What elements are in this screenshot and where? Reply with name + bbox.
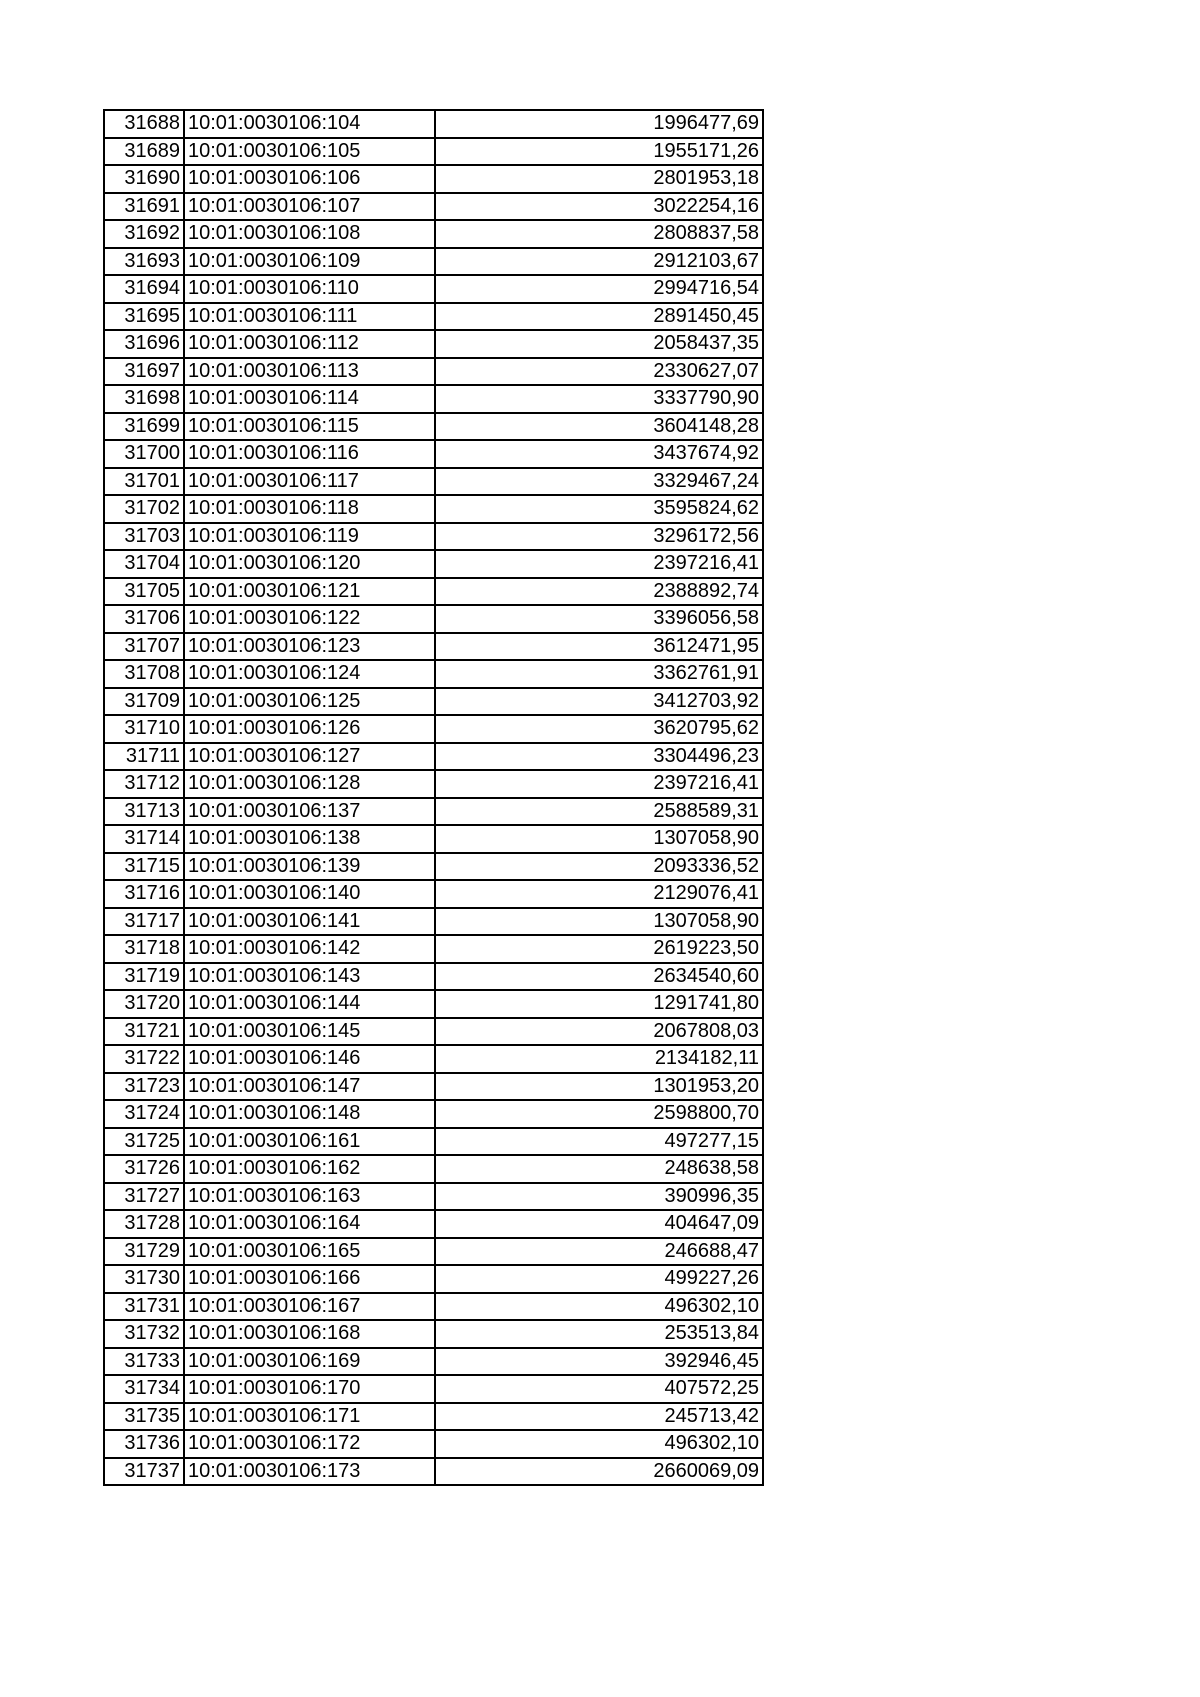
value-cell: 3437674,92 (435, 440, 763, 468)
cadastral-number-cell: 10:01:0030106:106 (184, 165, 435, 193)
cadastral-number-cell: 10:01:0030106:113 (184, 358, 435, 386)
table-row (104, 358, 763, 386)
value-cell: 1955171,26 (435, 138, 763, 166)
row-number-cell: 31721 (104, 1018, 184, 1046)
value-cell: 3620795,62 (435, 715, 763, 743)
row-number-cell: 31722 (104, 1045, 184, 1073)
table-row (104, 853, 763, 881)
table-row (104, 633, 763, 661)
table-row (104, 825, 763, 853)
row-number-cell: 31715 (104, 853, 184, 881)
row-number-cell: 31692 (104, 220, 184, 248)
value-cell: 3022254,16 (435, 193, 763, 221)
cadastral-number-cell: 10:01:0030106:111 (184, 303, 435, 331)
value-cell: 2912103,67 (435, 248, 763, 276)
cadastral-number-cell: 10:01:0030106:109 (184, 248, 435, 276)
row-number-cell: 31727 (104, 1183, 184, 1211)
cadastral-number-cell: 10:01:0030106:142 (184, 935, 435, 963)
table-row (104, 248, 763, 276)
value-cell: 3296172,56 (435, 523, 763, 551)
row-number-cell: 31691 (104, 193, 184, 221)
table-row (104, 715, 763, 743)
table-body (104, 110, 763, 1485)
row-number-cell: 31710 (104, 715, 184, 743)
cadastral-number-cell: 10:01:0030106:119 (184, 523, 435, 551)
cadastral-number-cell: 10:01:0030106:141 (184, 908, 435, 936)
cadastral-number-cell: 10:01:0030106:167 (184, 1293, 435, 1321)
table-row (104, 1458, 763, 1486)
table-row (104, 963, 763, 991)
cadastral-number-cell: 10:01:0030106:168 (184, 1320, 435, 1348)
cadastral-number-cell: 10:01:0030106:172 (184, 1430, 435, 1458)
value-cell: 407572,25 (435, 1375, 763, 1403)
value-cell: 496302,10 (435, 1293, 763, 1321)
row-number-cell: 31724 (104, 1100, 184, 1128)
table-row (104, 220, 763, 248)
row-number-cell: 31698 (104, 385, 184, 413)
cadastral-number-cell: 10:01:0030106:104 (184, 110, 435, 138)
row-number-cell: 31729 (104, 1238, 184, 1266)
row-number-cell: 31723 (104, 1073, 184, 1101)
cadastral-number-cell: 10:01:0030106:165 (184, 1238, 435, 1266)
cadastral-number-cell: 10:01:0030106:124 (184, 660, 435, 688)
cadastral-number-cell: 10:01:0030106:144 (184, 990, 435, 1018)
value-cell: 2588589,31 (435, 798, 763, 826)
value-cell: 404647,09 (435, 1210, 763, 1238)
table-row (104, 1183, 763, 1211)
value-cell: 392946,45 (435, 1348, 763, 1376)
row-number-cell: 31701 (104, 468, 184, 496)
table-row (104, 165, 763, 193)
table-row (104, 330, 763, 358)
cadastral-number-cell: 10:01:0030106:162 (184, 1155, 435, 1183)
table-row (104, 1155, 763, 1183)
row-number-cell: 31733 (104, 1348, 184, 1376)
table-row (104, 578, 763, 606)
table-row (104, 798, 763, 826)
table-row (104, 1128, 763, 1156)
value-cell: 496302,10 (435, 1430, 763, 1458)
cadastral-number-cell: 10:01:0030106:143 (184, 963, 435, 991)
cadastral-number-cell: 10:01:0030106:161 (184, 1128, 435, 1156)
value-cell: 2058437,35 (435, 330, 763, 358)
value-cell: 246688,47 (435, 1238, 763, 1266)
value-cell: 2397216,41 (435, 550, 763, 578)
value-cell: 245713,42 (435, 1403, 763, 1431)
value-cell: 2093336,52 (435, 853, 763, 881)
row-number-cell: 31731 (104, 1293, 184, 1321)
value-cell: 2067808,03 (435, 1018, 763, 1046)
table-row (104, 1238, 763, 1266)
row-number-cell: 31725 (104, 1128, 184, 1156)
table-row (104, 990, 763, 1018)
value-cell: 3304496,23 (435, 743, 763, 771)
cadastral-number-cell: 10:01:0030106:108 (184, 220, 435, 248)
row-number-cell: 31735 (104, 1403, 184, 1431)
value-cell: 2660069,09 (435, 1458, 763, 1486)
table-row (104, 1320, 763, 1348)
table-row (104, 908, 763, 936)
value-cell: 2330627,07 (435, 358, 763, 386)
table-row (104, 138, 763, 166)
row-number-cell: 31707 (104, 633, 184, 661)
cadastral-number-cell: 10:01:0030106:121 (184, 578, 435, 606)
table-row (104, 1348, 763, 1376)
row-number-cell: 31732 (104, 1320, 184, 1348)
cadastral-number-cell: 10:01:0030106:140 (184, 880, 435, 908)
value-cell: 2634540,60 (435, 963, 763, 991)
row-number-cell: 31711 (104, 743, 184, 771)
value-cell: 2891450,45 (435, 303, 763, 331)
table-row (104, 1375, 763, 1403)
value-cell: 3612471,95 (435, 633, 763, 661)
value-cell: 1996477,69 (435, 110, 763, 138)
cadastral-number-cell: 10:01:0030106:169 (184, 1348, 435, 1376)
value-cell: 3412703,92 (435, 688, 763, 716)
table-row (104, 440, 763, 468)
value-cell: 3362761,91 (435, 660, 763, 688)
table-row (104, 110, 763, 138)
value-cell: 2388892,74 (435, 578, 763, 606)
cadastral-number-cell: 10:01:0030106:173 (184, 1458, 435, 1486)
cadastral-number-cell: 10:01:0030106:128 (184, 770, 435, 798)
value-cell: 1291741,80 (435, 990, 763, 1018)
cadastral-number-cell: 10:01:0030106:170 (184, 1375, 435, 1403)
cadastral-number-cell: 10:01:0030106:139 (184, 853, 435, 881)
value-cell: 3595824,62 (435, 495, 763, 523)
row-number-cell: 31736 (104, 1430, 184, 1458)
row-number-cell: 31734 (104, 1375, 184, 1403)
table-row (104, 1045, 763, 1073)
value-cell: 2994716,54 (435, 275, 763, 303)
cadastral-number-cell: 10:01:0030106:163 (184, 1183, 435, 1211)
table-row (104, 1100, 763, 1128)
row-number-cell: 31719 (104, 963, 184, 991)
table-row (104, 1018, 763, 1046)
table-row (104, 1403, 763, 1431)
value-cell: 3337790,90 (435, 385, 763, 413)
value-cell: 3329467,24 (435, 468, 763, 496)
row-number-cell: 31689 (104, 138, 184, 166)
table-row (104, 550, 763, 578)
cadastral-number-cell: 10:01:0030106:107 (184, 193, 435, 221)
cadastral-number-cell: 10:01:0030106:122 (184, 605, 435, 633)
row-number-cell: 31713 (104, 798, 184, 826)
value-cell: 2808837,58 (435, 220, 763, 248)
table-row (104, 688, 763, 716)
cadastral-number-cell: 10:01:0030106:166 (184, 1265, 435, 1293)
cadastral-number-cell: 10:01:0030106:120 (184, 550, 435, 578)
row-number-cell: 31694 (104, 275, 184, 303)
row-number-cell: 31730 (104, 1265, 184, 1293)
cadastral-number-cell: 10:01:0030106:148 (184, 1100, 435, 1128)
table-row (104, 660, 763, 688)
cadastral-number-cell: 10:01:0030106:145 (184, 1018, 435, 1046)
cadastral-number-cell: 10:01:0030106:112 (184, 330, 435, 358)
value-cell: 2134182,11 (435, 1045, 763, 1073)
cadastral-number-cell: 10:01:0030106:127 (184, 743, 435, 771)
cadastral-number-cell: 10:01:0030106:147 (184, 1073, 435, 1101)
value-cell: 248638,58 (435, 1155, 763, 1183)
row-number-cell: 31706 (104, 605, 184, 633)
cadastral-number-cell: 10:01:0030106:105 (184, 138, 435, 166)
row-number-cell: 31695 (104, 303, 184, 331)
row-number-cell: 31737 (104, 1458, 184, 1486)
table-row (104, 303, 763, 331)
table-row (104, 385, 763, 413)
row-number-cell: 31704 (104, 550, 184, 578)
value-cell: 2397216,41 (435, 770, 763, 798)
row-number-cell: 31728 (104, 1210, 184, 1238)
value-cell: 499227,26 (435, 1265, 763, 1293)
table-row (104, 605, 763, 633)
table-row (104, 770, 763, 798)
row-number-cell: 31688 (104, 110, 184, 138)
value-cell: 3604148,28 (435, 413, 763, 441)
table-row (104, 743, 763, 771)
value-cell: 1307058,90 (435, 825, 763, 853)
cadastral-number-cell: 10:01:0030106:110 (184, 275, 435, 303)
row-number-cell: 31697 (104, 358, 184, 386)
row-number-cell: 31690 (104, 165, 184, 193)
cadastral-number-cell: 10:01:0030106:125 (184, 688, 435, 716)
cadastral-number-cell: 10:01:0030106:116 (184, 440, 435, 468)
table-row (104, 1265, 763, 1293)
row-number-cell: 31712 (104, 770, 184, 798)
row-number-cell: 31714 (104, 825, 184, 853)
table-row (104, 495, 763, 523)
value-cell: 253513,84 (435, 1320, 763, 1348)
table-row (104, 468, 763, 496)
cadastral-number-cell: 10:01:0030106:114 (184, 385, 435, 413)
row-number-cell: 31703 (104, 523, 184, 551)
row-number-cell: 31696 (104, 330, 184, 358)
value-cell: 1307058,90 (435, 908, 763, 936)
table-row (104, 1430, 763, 1458)
table-row (104, 1210, 763, 1238)
table-row (104, 275, 763, 303)
value-cell: 390996,35 (435, 1183, 763, 1211)
table-row (104, 413, 763, 441)
row-number-cell: 31716 (104, 880, 184, 908)
row-number-cell: 31720 (104, 990, 184, 1018)
row-number-cell: 31726 (104, 1155, 184, 1183)
row-number-cell: 31708 (104, 660, 184, 688)
cadastral-number-cell: 10:01:0030106:164 (184, 1210, 435, 1238)
row-number-cell: 31709 (104, 688, 184, 716)
table-row (104, 1293, 763, 1321)
data-table (103, 109, 764, 1486)
cadastral-number-cell: 10:01:0030106:123 (184, 633, 435, 661)
row-number-cell: 31699 (104, 413, 184, 441)
table-row (104, 880, 763, 908)
table-row (104, 1073, 763, 1101)
cadastral-number-cell: 10:01:0030106:115 (184, 413, 435, 441)
value-cell: 497277,15 (435, 1128, 763, 1156)
cadastral-number-cell: 10:01:0030106:137 (184, 798, 435, 826)
value-cell: 1301953,20 (435, 1073, 763, 1101)
cadastral-number-cell: 10:01:0030106:126 (184, 715, 435, 743)
value-cell: 2801953,18 (435, 165, 763, 193)
table-row (104, 935, 763, 963)
value-cell: 2598800,70 (435, 1100, 763, 1128)
table-row (104, 193, 763, 221)
cadastral-number-cell: 10:01:0030106:117 (184, 468, 435, 496)
row-number-cell: 31702 (104, 495, 184, 523)
row-number-cell: 31705 (104, 578, 184, 606)
cadastral-number-cell: 10:01:0030106:171 (184, 1403, 435, 1431)
row-number-cell: 31700 (104, 440, 184, 468)
row-number-cell: 31718 (104, 935, 184, 963)
row-number-cell: 31693 (104, 248, 184, 276)
row-number-cell: 31717 (104, 908, 184, 936)
cadastral-number-cell: 10:01:0030106:138 (184, 825, 435, 853)
value-cell: 2129076,41 (435, 880, 763, 908)
cadastral-number-cell: 10:01:0030106:118 (184, 495, 435, 523)
table-row (104, 523, 763, 551)
value-cell: 3396056,58 (435, 605, 763, 633)
value-cell: 2619223,50 (435, 935, 763, 963)
cadastral-number-cell: 10:01:0030106:146 (184, 1045, 435, 1073)
